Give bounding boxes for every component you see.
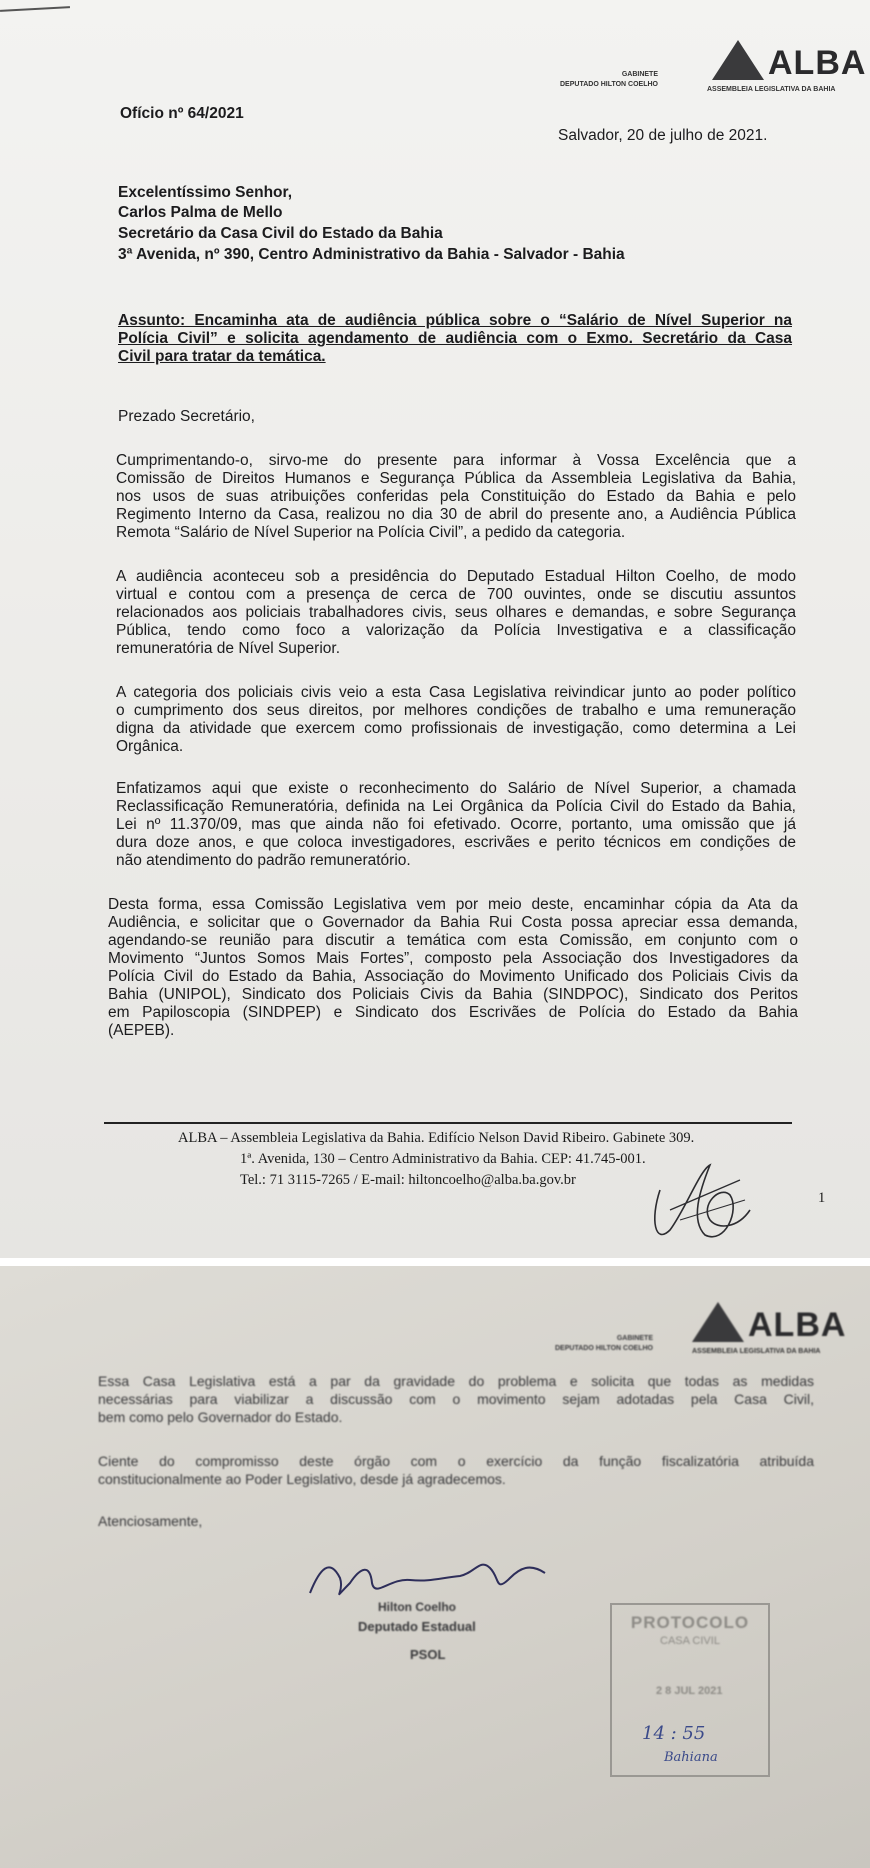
paragraph-line: Movimento “Juntos Somos Mais Fortes”, composto pela Associação dos Investigadores da bbox=[108, 950, 798, 967]
signature-initials bbox=[640, 1150, 760, 1250]
paragraph-line: virtual e contou com a presença de cerca de 700 ouvintes, onde se discutiu assuntos bbox=[116, 586, 796, 603]
alba-logo-icon bbox=[712, 40, 764, 80]
paragraph-line: digna da atividade que exercem como profissionais de investigação, como determina a Lei bbox=[116, 720, 796, 737]
closing: Atenciosamente, bbox=[98, 1513, 203, 1529]
letter-ref: Ofício nº 64/2021 bbox=[120, 105, 244, 122]
paragraph-line: Reclassificação Remuneratória, definida na Lei Orgânica da Polícia Civil do Estado da Bahia, bbox=[116, 798, 796, 815]
subject-line: Civil para tratar da temática. bbox=[118, 348, 326, 365]
stamp-handwriting: Bahiana bbox=[664, 1750, 718, 1765]
salutation: Prezado Secretário, bbox=[118, 408, 255, 425]
footer-divider bbox=[104, 1122, 792, 1124]
paragraph-line: remuneratória de Nível Superior. bbox=[116, 640, 341, 657]
footer-line-2: 1ª. Avenida, 130 – Centro Administrativo da Bahia. CEP: 41.745-001. bbox=[240, 1151, 646, 1167]
alba-logo-word: ALBA bbox=[748, 1306, 847, 1344]
paragraph-line: necessárias para viabilizar a discussão com o movimento sejam adotadas pela Casa Civil, bbox=[98, 1391, 814, 1407]
pen-mark bbox=[0, 6, 70, 12]
alba-logo bbox=[692, 1302, 847, 1355]
paragraph-line: Ciente do compromisso deste órgão com o exercício da função fiscalizatória atribuída bbox=[98, 1453, 814, 1469]
paragraph-line: constitucionalmente ao Poder Legislativo, desde já agradecemos. bbox=[98, 1471, 506, 1487]
page2-paragraph-1 bbox=[98, 1372, 814, 1426]
gabinete-name: DEPUTADO HILTON COELHO bbox=[555, 1345, 653, 1352]
paragraph-line: Regimento Interno da Casa, realizou no dia 30 de abril do presente ano, a Audiência Pública bbox=[116, 506, 796, 523]
addressee-line: 3ª Avenida, nº 390, Centro Administrativo da Bahia - Salvador - Bahia bbox=[118, 246, 625, 263]
stamp-date: 2 8 JUL 2021 bbox=[656, 1685, 723, 1697]
gabinete-block bbox=[555, 1334, 653, 1354]
signer-role: Deputado Estadual bbox=[358, 1619, 476, 1634]
alba-logo-word: ALBA bbox=[768, 44, 867, 82]
page-number: 1 bbox=[818, 1190, 826, 1206]
page-separator bbox=[0, 1258, 870, 1266]
gabinete-label: GABINETE bbox=[616, 1335, 653, 1342]
footer-line-1: ALBA – Assembleia Legislativa da Bahia. Edifício Nelson David Ribeiro. Gabinete 309. bbox=[178, 1130, 695, 1146]
signer-party: PSOL bbox=[410, 1647, 446, 1662]
letter-date: Salvador, 20 de julho de 2021. bbox=[558, 127, 768, 144]
paragraph-line: Remota “Salário de Nível Superior na Polícia Civil”, a pedido da categoria. bbox=[116, 524, 626, 541]
paragraph-line: em Papiloscopia (SINDPEP) e Sindicato dos Escrivães de Polícia do Estado da Bahia bbox=[108, 1004, 798, 1021]
addressee-line: Excelentíssimo Senhor, bbox=[118, 184, 293, 201]
subject-line: Assunto: Encaminha ata de audiência pública sobre o “Salário de Nível Superior na bbox=[118, 312, 792, 329]
alba-logo-subtitle: ASSEMBLEIA LEGISLATIVA DA BAHIA bbox=[707, 86, 836, 93]
paragraph-line: Polícia Civil do Estado da Bahia, Associação do Movimento Unificado dos Policiais Civis da bbox=[108, 968, 798, 985]
paragraph-line: bem como pelo Governador do Estado. bbox=[98, 1409, 343, 1425]
paragraph-line: Enfatizamos aqui que existe o reconhecimento do Salário de Nível Superior, a chamada bbox=[116, 780, 796, 797]
paragraph-2 bbox=[116, 568, 796, 658]
paragraph-line: Comissão de Direitos Humanos e Segurança Pública da Assembleia Legislativa da Bahia, bbox=[116, 470, 796, 487]
paragraph-line: Orgânica. bbox=[116, 738, 184, 755]
paragraph-line: A categoria dos policiais civis veio a esta Casa Legislativa reivindicar junto ao poder político bbox=[116, 684, 796, 701]
stamp-subtitle: CASA CIVIL bbox=[660, 1635, 720, 1647]
paragraph-line: A audiência aconteceu sob a presidência do Deputado Estadual Hilton Coelho, de modo bbox=[116, 568, 796, 585]
subject-line: Polícia Civil” e solicita agendamento de audiência com o Exmo. Secretário da Casa bbox=[118, 330, 792, 347]
footer-line-3: Tel.: 71 3115-7265 / E-mail: hiltoncoelho@alba.ba.gov.br bbox=[240, 1172, 576, 1188]
paragraph-line: Bahia (UNIPOL), Sindicato dos Policiais Civis da Bahia (SINDPOC), Sindicato dos Peritos bbox=[108, 986, 798, 1003]
paragraph-line: Lei nº 11.370/09, mas que ainda não foi efetivado. Ocorre, portanto, uma omissão que já bbox=[116, 816, 796, 833]
paragraph-line: agendando-se reunião para discutir a temática com esta Comissão, em conjunto com o bbox=[108, 932, 798, 949]
stamp-time: 14 : 55 bbox=[642, 1723, 706, 1744]
alba-logo bbox=[707, 40, 867, 93]
paragraph-3 bbox=[116, 684, 796, 756]
addressee-line: Secretário da Casa Civil do Estado da Bahia bbox=[118, 225, 443, 242]
alba-logo-icon bbox=[692, 1302, 744, 1342]
paragraph-1 bbox=[116, 452, 796, 542]
paragraph-line: Audiência, e solicitar que o Governador da Bahia Rui Costa possa apreciar essa demanda, bbox=[108, 914, 798, 931]
paragraph-line: Desta forma, essa Comissão Legislativa vem por meio deste, encaminhar cópia da Ata da bbox=[108, 896, 798, 913]
stamp-title: PROTOCOLO bbox=[630, 1613, 750, 1632]
paragraph-line: não atendimento do padrão remuneratório. bbox=[116, 852, 411, 869]
paragraph-line: dura doze anos, e que coloca investigadores, escrivães e perito técnicos em condições de bbox=[116, 834, 796, 851]
letter-page-2 bbox=[0, 1266, 870, 1868]
paragraph-line: o cumprimento dos seus direitos, por melhores condições de trabalho e uma remuneração bbox=[116, 702, 796, 719]
subject-block bbox=[118, 312, 792, 366]
paragraph-line: Pública, tendo como foco a valorização da Polícia Investigativa e a classificação bbox=[116, 622, 796, 639]
paragraph-line: nos usos de suas atribuições conferidas pela Constituição do Estado da Bahia e pelo bbox=[116, 488, 796, 505]
gabinete-block bbox=[560, 70, 658, 90]
page2-paragraph-2 bbox=[98, 1452, 814, 1488]
signer-name: Hilton Coelho bbox=[378, 1600, 456, 1614]
alba-logo-subtitle: ASSEMBLEIA LEGISLATIVA DA BAHIA bbox=[692, 1348, 821, 1355]
paragraph-4 bbox=[116, 780, 796, 870]
protocol-stamp bbox=[610, 1603, 770, 1777]
paragraph-line: (AEPEB). bbox=[108, 1022, 175, 1039]
paragraph-5 bbox=[108, 896, 798, 1040]
paragraph-line: relacionados aos policiais trabalhadores civis, seus olhares e demandas, e sobre Segurança bbox=[116, 604, 796, 621]
paragraph-line: Cumprimentando-o, sirvo-me do presente para informar à Vossa Excelência que a bbox=[116, 452, 796, 469]
paragraph-line: Essa Casa Legislativa está a par da gravidade do problema e solicita que todas as medidas bbox=[98, 1373, 814, 1389]
gabinete-label: GABINETE bbox=[621, 71, 658, 78]
gabinete-name: DEPUTADO HILTON COELHO bbox=[560, 81, 658, 88]
addressee-line: Carlos Palma de Mello bbox=[118, 204, 283, 221]
